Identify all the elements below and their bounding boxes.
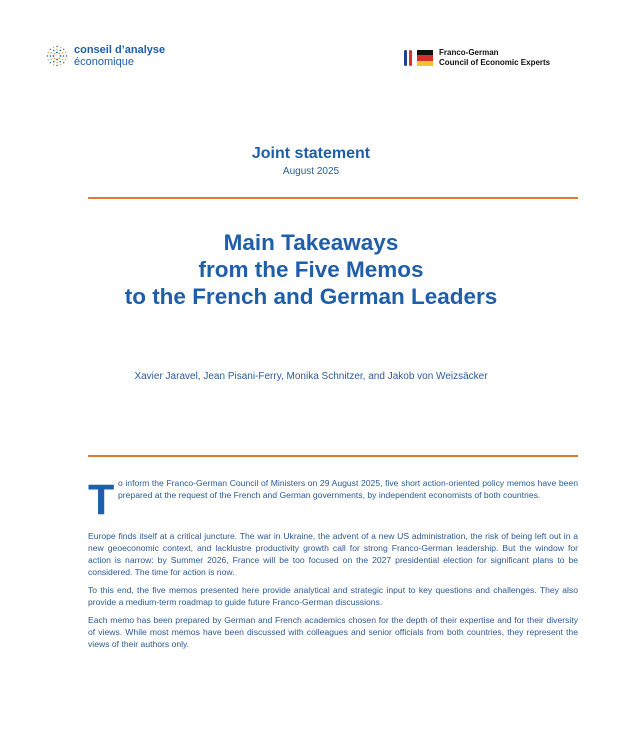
title-line: Main Takeaways bbox=[223, 230, 399, 255]
cae-logo-line2: économique bbox=[74, 56, 134, 68]
fg-council-logo bbox=[404, 48, 550, 68]
intro-paragraph bbox=[88, 477, 578, 523]
cae-logo-line1: conseil d’analyse bbox=[74, 44, 166, 56]
fg-logo-line2: Council of Economic Experts bbox=[439, 58, 551, 67]
body-text bbox=[88, 530, 578, 656]
intro-text: o inform the Franco-German Council of Ministers on 29 August 2025, five short action-oriented policy memos have been prepared at the request of the French and German governments, by independent economists of both countries. bbox=[118, 478, 578, 500]
statement-kicker: Joint statement bbox=[251, 145, 371, 162]
body-paragraph: To this end, the five memos presented here provide analytical and strategic input to key questions and challenges. They also provide a medium-term roadmap to guide future Franco-German discussions. bbox=[88, 585, 578, 607]
statement-date: August 2025 bbox=[282, 166, 340, 177]
body-paragraph: Europe finds itself at a critical juncture. The war in Ukraine, the advent of a new US administration, the risk of being left out in a new geoeconomic context, and lacklustre productivity growth call for strong Franco-German leadership. But the window for action is narrow: by Summer 2026, France will be too focused on the 2027 presidential election for significant plans to be considered. The time for action is now. bbox=[88, 531, 578, 577]
title-line: from the Five Memos bbox=[198, 257, 424, 282]
top-divider bbox=[88, 197, 578, 199]
drop-cap: T bbox=[88, 476, 115, 524]
authors: Xavier Jaravel, Jean Pisani-Ferry, Monika Schnitzer, and Jakob von Weizsäcker bbox=[134, 371, 488, 382]
sunburst-dots-icon bbox=[46, 45, 68, 67]
flag-bars-icon bbox=[404, 50, 433, 66]
bottom-divider bbox=[88, 455, 578, 457]
title-line: to the French and German Leaders bbox=[124, 284, 498, 309]
body-paragraph: Each memo has been prepared by German and French academics chosen for the depth of their expertise and for their diversity of views. While most memos have been discussed with colleagues and senior officials from both countries, they represent the views of their authors only. bbox=[88, 615, 578, 649]
fg-logo-line1: Franco-German bbox=[439, 48, 499, 57]
cae-logo bbox=[46, 44, 165, 68]
page-title bbox=[0, 229, 622, 310]
